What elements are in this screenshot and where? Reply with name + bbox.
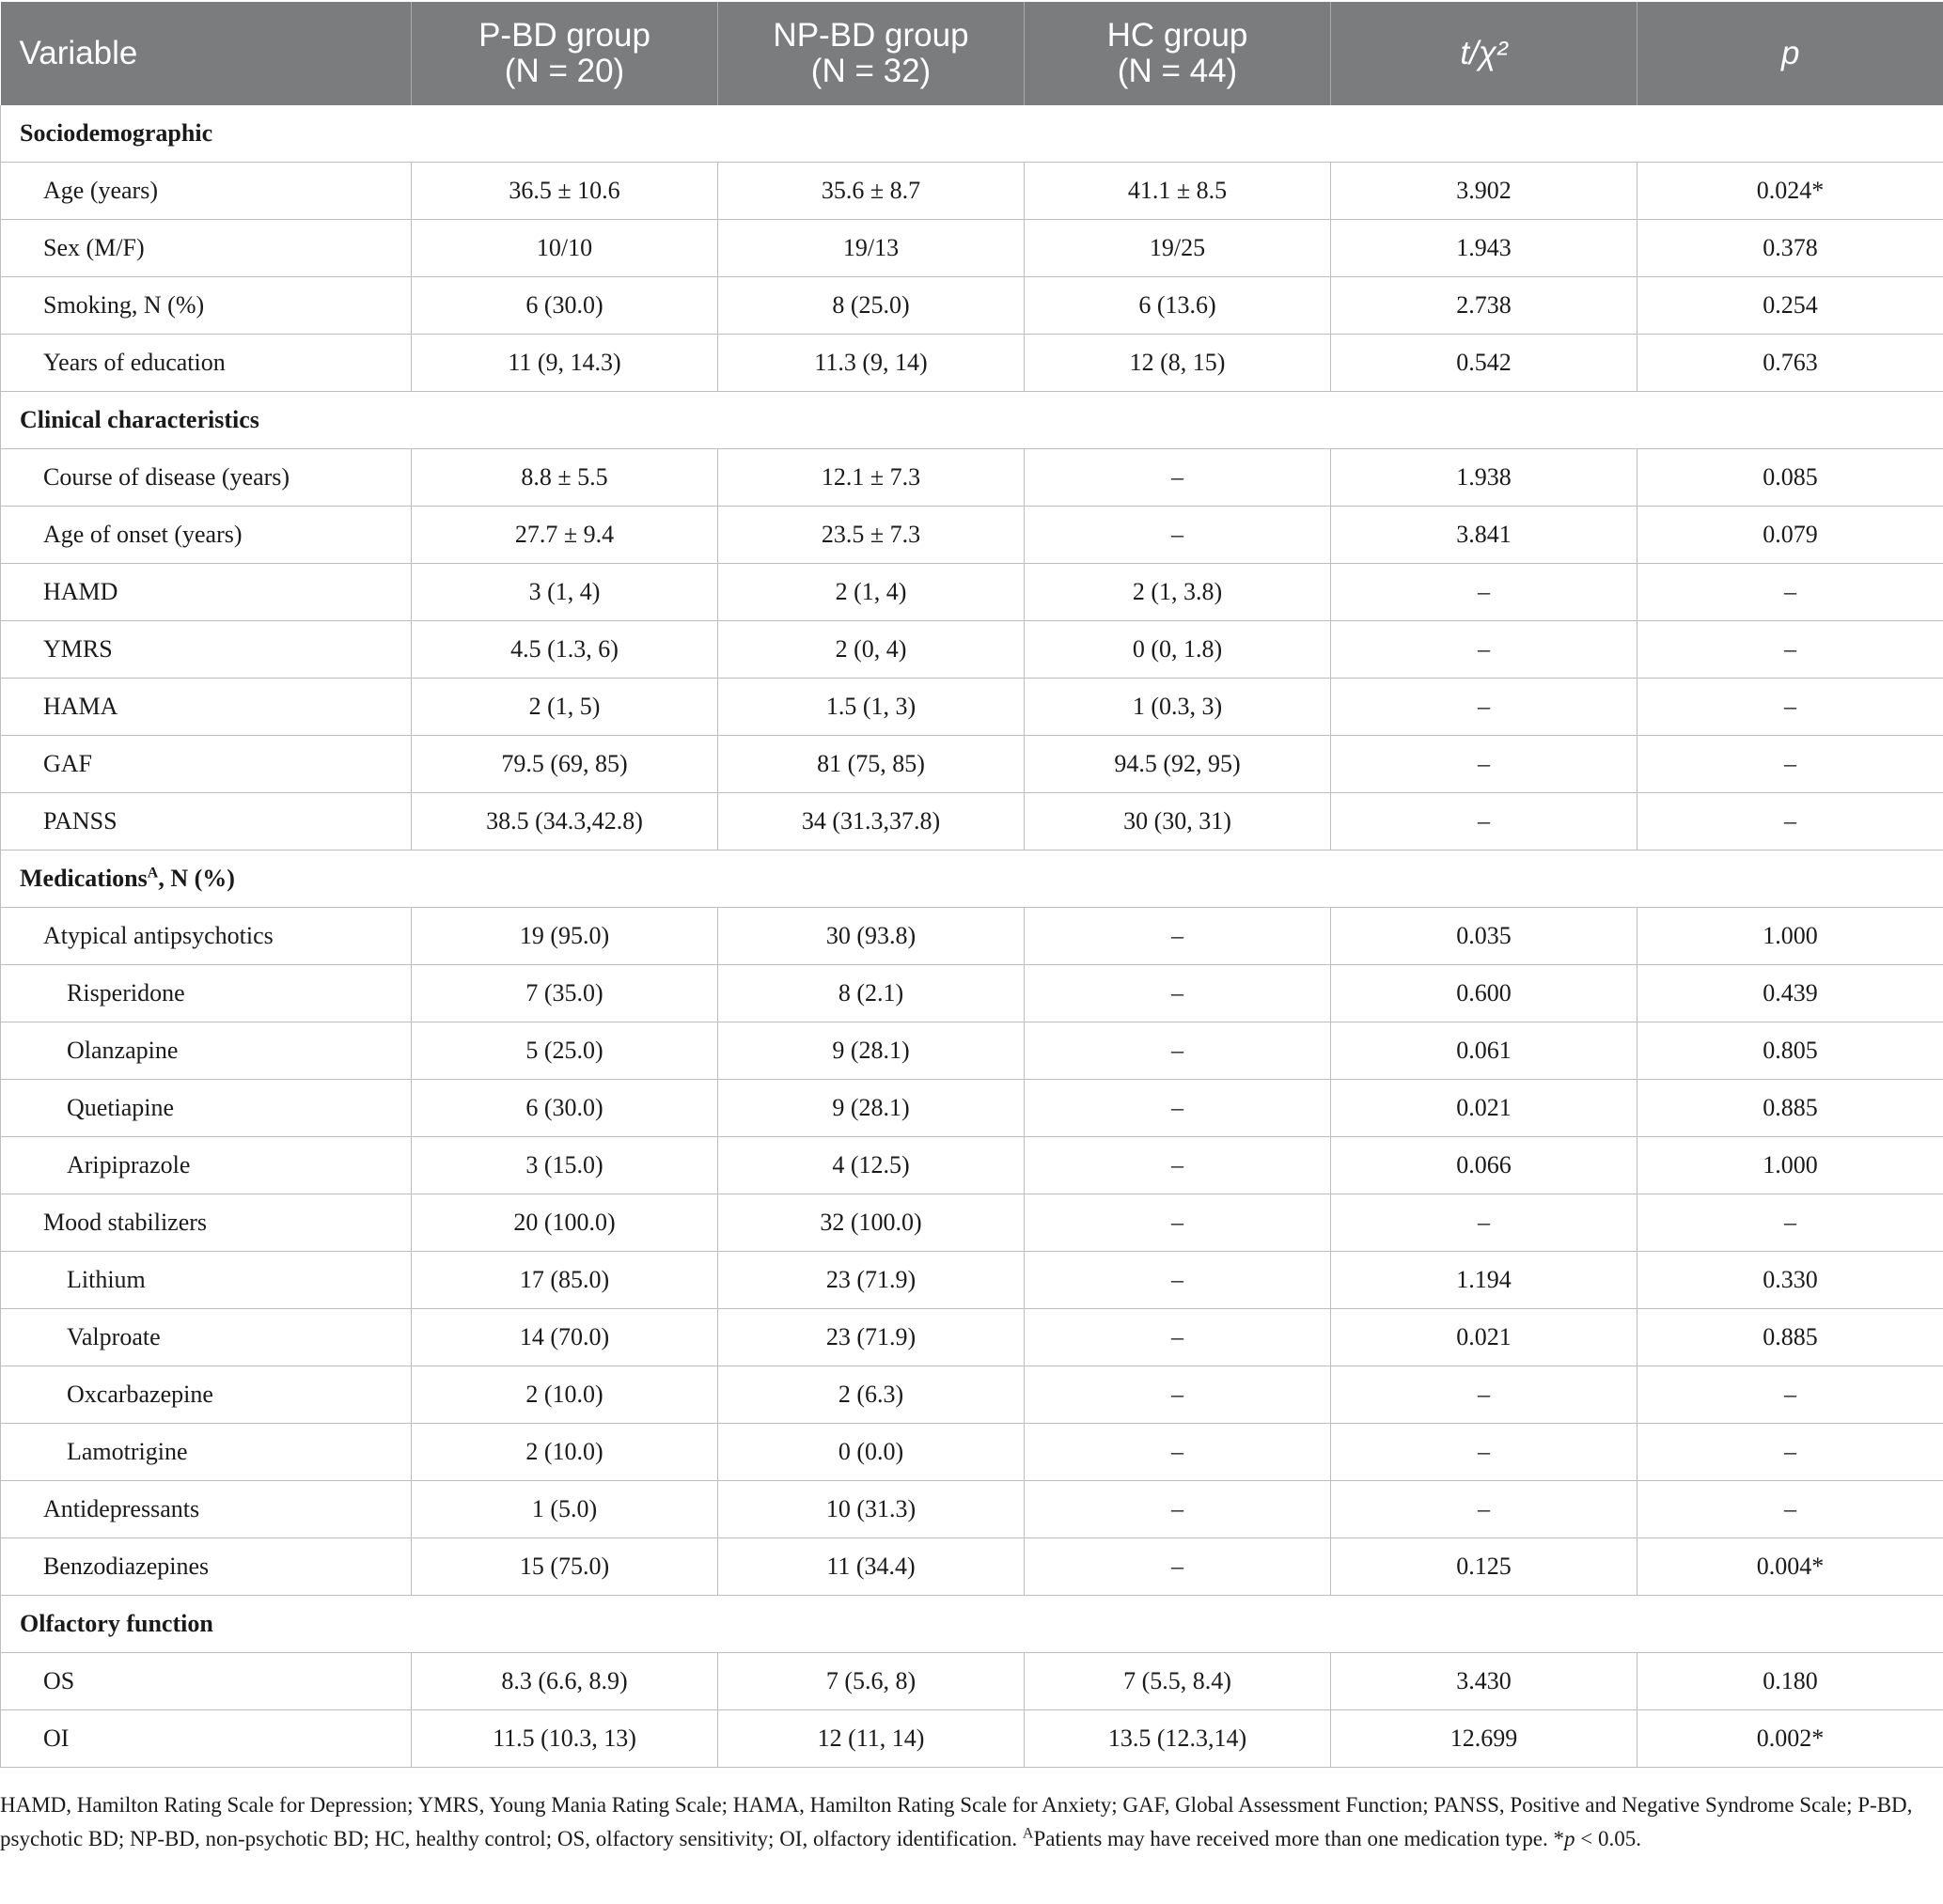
table-row [1, 965, 1943, 1022]
table-row [1, 1366, 1943, 1424]
cell-npbd: 9 (28.1) [718, 1080, 1025, 1137]
cell-pbd: 38.5 (34.3,42.8) [412, 793, 718, 851]
cell-variable: GAF [1, 736, 412, 793]
cell-statistic: 3.841 [1331, 507, 1637, 564]
cell-npbd: 11.3 (9, 14) [718, 335, 1025, 392]
table-body [1, 105, 1943, 1768]
cell-p-value: 1.000 [1637, 908, 1943, 965]
cell-variable: Risperidone [1, 965, 412, 1022]
cell-p-value: – [1637, 621, 1943, 679]
cell-hc: – [1025, 1080, 1331, 1137]
section-label: Sociodemographic [20, 119, 213, 147]
table-row [1, 1424, 1943, 1481]
section-title [1, 105, 1943, 163]
section-header-row [1, 105, 1943, 163]
header-pbd-group: P-BD group (N = 20) [412, 2, 718, 105]
cell-variable: HAMA [1, 679, 412, 736]
cell-npbd: 12 (11, 14) [718, 1710, 1025, 1768]
cell-npbd: 11 (34.4) [718, 1538, 1025, 1596]
table-row [1, 449, 1943, 507]
cell-hc: 2 (1, 3.8) [1025, 564, 1331, 621]
cell-p-value: 0.885 [1637, 1080, 1943, 1137]
cell-variable: Atypical antipsychotics [1, 908, 412, 965]
cell-p-value: 0.763 [1637, 335, 1943, 392]
cell-variable: OI [1, 1710, 412, 1768]
section-title [1, 392, 1943, 449]
cell-variable: Aripiprazole [1, 1137, 412, 1194]
section-superscript: A [147, 865, 159, 882]
cell-npbd: 10 (31.3) [718, 1481, 1025, 1538]
section-label: Clinical characteristics [20, 406, 259, 433]
cell-npbd: 35.6 ± 8.7 [718, 163, 1025, 220]
cell-variable: Course of disease (years) [1, 449, 412, 507]
cell-npbd: 34 (31.3,37.8) [718, 793, 1025, 851]
cell-p-value: – [1637, 1366, 1943, 1424]
cell-variable: PANSS [1, 793, 412, 851]
cell-npbd: 9 (28.1) [718, 1022, 1025, 1080]
cell-npbd: 8 (25.0) [718, 277, 1025, 335]
cell-variable: Age (years) [1, 163, 412, 220]
table-row [1, 220, 1943, 277]
cell-variable: YMRS [1, 621, 412, 679]
cell-npbd: 2 (0, 4) [718, 621, 1025, 679]
cell-hc: – [1025, 1538, 1331, 1596]
cell-p-value: – [1637, 1424, 1943, 1481]
cell-npbd: 7 (5.6, 8) [718, 1653, 1025, 1710]
cell-hc: – [1025, 1309, 1331, 1366]
section-title [1, 851, 1943, 908]
cell-npbd: 30 (93.8) [718, 908, 1025, 965]
cell-statistic: – [1331, 1481, 1637, 1538]
cell-p-value: 0.378 [1637, 220, 1943, 277]
cell-p-value: – [1637, 1481, 1943, 1538]
cell-hc: 1 (0.3, 3) [1025, 679, 1331, 736]
section-label: Olfactory function [20, 1610, 213, 1637]
cell-pbd: 20 (100.0) [412, 1194, 718, 1252]
cell-pbd: 27.7 ± 9.4 [412, 507, 718, 564]
cell-statistic: 1.938 [1331, 449, 1637, 507]
cell-npbd: 23 (71.9) [718, 1252, 1025, 1309]
cell-hc: 19/25 [1025, 220, 1331, 277]
cell-variable: Years of education [1, 335, 412, 392]
cell-hc: – [1025, 507, 1331, 564]
cell-hc: – [1025, 1252, 1331, 1309]
cell-npbd: 2 (1, 4) [718, 564, 1025, 621]
footnote-medication-note: Patients may have received more than one medication type. * [1033, 1827, 1565, 1850]
cell-hc: – [1025, 1194, 1331, 1252]
table-row [1, 335, 1943, 392]
cell-pbd: 10/10 [412, 220, 718, 277]
cell-statistic: 1.943 [1331, 220, 1637, 277]
header-hc-group: HC group (N = 44) [1025, 2, 1331, 105]
cell-statistic: 0.035 [1331, 908, 1637, 965]
cell-statistic: 0.600 [1331, 965, 1637, 1022]
cell-variable: Valproate [1, 1309, 412, 1366]
cell-statistic: – [1331, 1366, 1637, 1424]
cell-statistic: 0.021 [1331, 1080, 1637, 1137]
cell-hc: 12 (8, 15) [1025, 335, 1331, 392]
cell-hc: – [1025, 1137, 1331, 1194]
cell-variable: Quetiapine [1, 1080, 412, 1137]
cell-hc: – [1025, 1366, 1331, 1424]
cell-statistic: 0.125 [1331, 1538, 1637, 1596]
cell-pbd: 36.5 ± 10.6 [412, 163, 718, 220]
cell-p-value: 0.024* [1637, 163, 1943, 220]
cell-variable: Mood stabilizers [1, 1194, 412, 1252]
cell-statistic: – [1331, 1194, 1637, 1252]
cell-statistic: 0.021 [1331, 1309, 1637, 1366]
cell-statistic: 3.902 [1331, 163, 1637, 220]
cell-p-value: – [1637, 793, 1943, 851]
section-label: Medications [20, 865, 148, 892]
header-p-value: p [1637, 2, 1943, 105]
cell-p-value: 0.180 [1637, 1653, 1943, 1710]
cell-pbd: 79.5 (69, 85) [412, 736, 718, 793]
cell-variable: HAMD [1, 564, 412, 621]
cell-statistic: – [1331, 736, 1637, 793]
table-row [1, 277, 1943, 335]
cell-variable: Smoking, N (%) [1, 277, 412, 335]
cell-statistic: – [1331, 793, 1637, 851]
table-row [1, 1481, 1943, 1538]
cell-pbd: 17 (85.0) [412, 1252, 718, 1309]
footnote-superscript: A [1022, 1825, 1034, 1842]
table-footnote [0, 1788, 1936, 1856]
table-row [1, 1710, 1943, 1768]
table-row [1, 1137, 1943, 1194]
cell-p-value: 0.004* [1637, 1538, 1943, 1596]
cell-pbd: 6 (30.0) [412, 1080, 718, 1137]
cell-hc: – [1025, 965, 1331, 1022]
cell-hc: – [1025, 1022, 1331, 1080]
cell-p-value: – [1637, 564, 1943, 621]
section-suffix: , N (%) [158, 865, 235, 892]
cell-statistic: – [1331, 679, 1637, 736]
cell-npbd: 0 (0.0) [718, 1424, 1025, 1481]
cell-npbd: 19/13 [718, 220, 1025, 277]
cell-pbd: 11 (9, 14.3) [412, 335, 718, 392]
cell-hc: 30 (30, 31) [1025, 793, 1331, 851]
header-test-statistic: t/χ² [1331, 2, 1637, 105]
cell-variable: Lamotrigine [1, 1424, 412, 1481]
cell-npbd: 12.1 ± 7.3 [718, 449, 1025, 507]
cell-statistic: 12.699 [1331, 1710, 1637, 1768]
cell-pbd: 1 (5.0) [412, 1481, 718, 1538]
cell-p-value: – [1637, 679, 1943, 736]
table-row [1, 1653, 1943, 1710]
table-row [1, 564, 1943, 621]
table-row [1, 507, 1943, 564]
footnote-p-symbol: p [1564, 1827, 1575, 1850]
cell-variable: Oxcarbazepine [1, 1366, 412, 1424]
cell-statistic: 0.542 [1331, 335, 1637, 392]
cell-pbd: 4.5 (1.3, 6) [412, 621, 718, 679]
cell-p-value: 1.000 [1637, 1137, 1943, 1194]
cell-statistic: 2.738 [1331, 277, 1637, 335]
footnote-threshold: < 0.05. [1575, 1827, 1641, 1850]
cell-pbd: 19 (95.0) [412, 908, 718, 965]
cell-p-value: 0.079 [1637, 507, 1943, 564]
cell-pbd: 2 (10.0) [412, 1366, 718, 1424]
cell-p-value: 0.805 [1637, 1022, 1943, 1080]
cell-hc: – [1025, 1424, 1331, 1481]
demographics-table [0, 2, 1943, 1768]
cell-pbd: 6 (30.0) [412, 277, 718, 335]
cell-p-value: 0.085 [1637, 449, 1943, 507]
cell-p-value: 0.002* [1637, 1710, 1943, 1768]
cell-npbd: 81 (75, 85) [718, 736, 1025, 793]
cell-hc: 6 (13.6) [1025, 277, 1331, 335]
cell-p-value: – [1637, 736, 1943, 793]
cell-statistic: – [1331, 1424, 1637, 1481]
table-row [1, 736, 1943, 793]
cell-variable: Benzodiazepines [1, 1538, 412, 1596]
table-row [1, 621, 1943, 679]
cell-npbd: 4 (12.5) [718, 1137, 1025, 1194]
cell-pbd: 8.3 (6.6, 8.9) [412, 1653, 718, 1710]
cell-npbd: 23 (71.9) [718, 1309, 1025, 1366]
table-row [1, 1080, 1943, 1137]
cell-hc: 0 (0, 1.8) [1025, 621, 1331, 679]
cell-hc: – [1025, 908, 1331, 965]
cell-p-value: 0.330 [1637, 1252, 1943, 1309]
cell-statistic: 0.066 [1331, 1137, 1637, 1194]
cell-hc: – [1025, 449, 1331, 507]
cell-pbd: 5 (25.0) [412, 1022, 718, 1080]
cell-pbd: 15 (75.0) [412, 1538, 718, 1596]
cell-p-value: 0.885 [1637, 1309, 1943, 1366]
header-variable: Variable [1, 2, 412, 105]
cell-variable: Lithium [1, 1252, 412, 1309]
cell-pbd: 14 (70.0) [412, 1309, 718, 1366]
cell-variable: Antidepressants [1, 1481, 412, 1538]
table-row [1, 1309, 1943, 1366]
cell-pbd: 7 (35.0) [412, 965, 718, 1022]
cell-pbd: 2 (1, 5) [412, 679, 718, 736]
cell-npbd: 32 (100.0) [718, 1194, 1025, 1252]
section-title [1, 1596, 1943, 1653]
table-row [1, 793, 1943, 851]
cell-pbd: 3 (1, 4) [412, 564, 718, 621]
cell-statistic: – [1331, 564, 1637, 621]
cell-pbd: 11.5 (10.3, 13) [412, 1710, 718, 1768]
cell-variable: Olanzapine [1, 1022, 412, 1080]
cell-statistic: – [1331, 621, 1637, 679]
header-npbd-group: NP-BD group (N = 32) [718, 2, 1025, 105]
section-header-row [1, 851, 1943, 908]
section-header-row [1, 392, 1943, 449]
cell-p-value: 0.439 [1637, 965, 1943, 1022]
cell-pbd: 2 (10.0) [412, 1424, 718, 1481]
table-row [1, 908, 1943, 965]
cell-pbd: 3 (15.0) [412, 1137, 718, 1194]
table-row [1, 679, 1943, 736]
footnote-abbreviations: HAMD, Hamilton Rating Scale for Depression; YMRS, Young Mania Rating Scale; HAMA, Hamilton Rating Scale for Anxiety; GAF, Global Assessment Function; PANSS, Positive and Negative Syndrome Scale; P-BD, psychotic BD; NP-BD, non-psychotic BD; HC, healthy control; OS, olfactory sensitivity; OI, olfactory identification. [0, 1793, 1913, 1850]
cell-npbd: 23.5 ± 7.3 [718, 507, 1025, 564]
cell-hc: 41.1 ± 8.5 [1025, 163, 1331, 220]
header-row [1, 2, 1943, 105]
cell-p-value: 0.254 [1637, 277, 1943, 335]
cell-hc: 7 (5.5, 8.4) [1025, 1653, 1331, 1710]
cell-npbd: 2 (6.3) [718, 1366, 1025, 1424]
cell-variable: OS [1, 1653, 412, 1710]
cell-statistic: 1.194 [1331, 1252, 1637, 1309]
cell-variable: Age of onset (years) [1, 507, 412, 564]
cell-pbd: 8.8 ± 5.5 [412, 449, 718, 507]
table-row [1, 1194, 1943, 1252]
cell-npbd: 1.5 (1, 3) [718, 679, 1025, 736]
cell-statistic: 0.061 [1331, 1022, 1637, 1080]
section-header-row [1, 1596, 1943, 1653]
cell-variable: Sex (M/F) [1, 220, 412, 277]
table-row [1, 163, 1943, 220]
cell-hc: – [1025, 1481, 1331, 1538]
cell-p-value: – [1637, 1194, 1943, 1252]
cell-statistic: 3.430 [1331, 1653, 1637, 1710]
table-row [1, 1252, 1943, 1309]
cell-npbd: 8 (2.1) [718, 965, 1025, 1022]
table-row [1, 1022, 1943, 1080]
table-row [1, 1538, 1943, 1596]
cell-hc: 94.5 (92, 95) [1025, 736, 1331, 793]
cell-hc: 13.5 (12.3,14) [1025, 1710, 1331, 1768]
